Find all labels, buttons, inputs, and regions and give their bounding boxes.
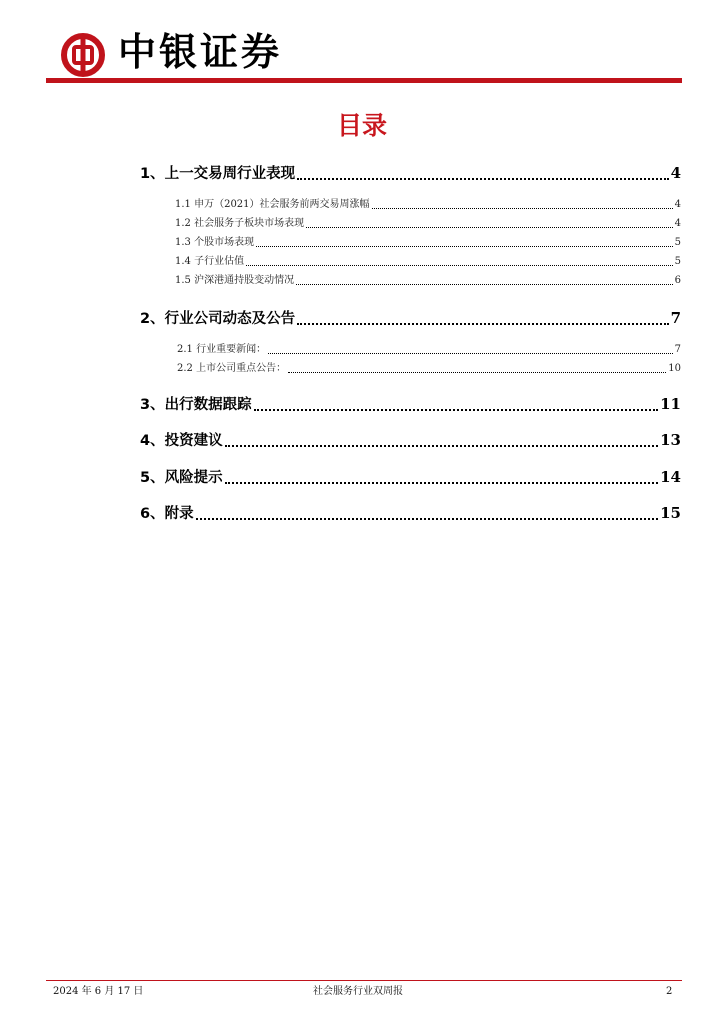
toc-entry-page: 5 xyxy=(674,256,681,267)
toc-entry-label: 1、上一交易周行业表现 xyxy=(140,166,296,182)
toc-title: 目录 xyxy=(336,111,387,140)
toc-leader-dots xyxy=(296,276,673,286)
toc-entry-label: 1.3 个股市场表现 xyxy=(175,237,255,248)
brand-name: 中银证券 xyxy=(118,30,283,74)
toc-entry-label: 1.1 申万（2021）社会服务前两交易周涨幅 xyxy=(175,199,370,210)
toc-entry-page: 14 xyxy=(660,468,681,486)
toc-entry-section-5[interactable] xyxy=(140,467,681,488)
toc-leader-dots xyxy=(297,166,668,180)
toc-entry-section-1[interactable] xyxy=(140,163,681,184)
toc-leader-dots xyxy=(254,397,659,411)
toc-entry-label: 2.1 行业重要新闻： xyxy=(177,344,267,355)
toc-leader-dots xyxy=(225,433,659,447)
toc-entry-section-6[interactable] xyxy=(140,503,681,524)
toc-entry-page: 13 xyxy=(660,431,681,449)
toc-leader-dots xyxy=(256,238,673,248)
toc-entry-label: 6、附录 xyxy=(140,506,194,522)
toc-leader-dots xyxy=(196,506,659,520)
toc-entry-label: 2、行业公司动态及公告 xyxy=(140,311,296,327)
toc-leader-dots xyxy=(246,257,673,267)
footer-report-name: 社会服务行业双周报 xyxy=(313,986,403,997)
toc-entry-section-3[interactable] xyxy=(140,394,681,415)
toc-entry-1-1[interactable] xyxy=(175,198,681,212)
toc-entry-page: 11 xyxy=(660,395,681,413)
toc-entry-section-4[interactable] xyxy=(140,430,681,451)
toc-entry-page: 5 xyxy=(674,237,681,248)
toc-entry-page: 7 xyxy=(674,344,681,355)
toc-entry-label: 2.2 上市公司重点公告： xyxy=(177,363,287,374)
toc-entry-label: 1.2 社会服务子板块市场表现 xyxy=(175,218,305,229)
toc-entry-page: 10 xyxy=(668,363,681,374)
footer-divider xyxy=(46,980,682,981)
header-divider xyxy=(46,78,682,83)
toc-leader-dots xyxy=(306,219,673,229)
toc-entry-label: 1.4 子行业估值 xyxy=(175,256,245,267)
toc-entry-label: 4、投资建议 xyxy=(140,433,223,449)
toc-entry-2-1[interactable] xyxy=(177,343,681,357)
bank-of-china-logo-icon xyxy=(60,32,106,78)
toc-entry-page: 6 xyxy=(674,275,681,286)
page-header xyxy=(0,0,724,90)
toc-entry-label: 3、出行数据跟踪 xyxy=(140,397,252,413)
toc-entry-1-3[interactable] xyxy=(175,236,681,250)
toc-entry-page: 4 xyxy=(674,199,681,210)
toc-entry-page: 4 xyxy=(670,164,681,182)
toc-leader-dots xyxy=(372,200,673,210)
toc-leader-dots xyxy=(268,345,673,355)
toc-entry-2-2[interactable] xyxy=(177,362,681,376)
toc-entry-1-4[interactable] xyxy=(175,255,681,269)
toc-leader-dots xyxy=(288,364,666,374)
toc-entry-page: 4 xyxy=(674,218,681,229)
footer-date: 2024 年 6 月 17 日 xyxy=(53,986,144,997)
toc-entry-label: 1.5 沪深港通持股变动情况 xyxy=(175,275,295,286)
toc-leader-dots xyxy=(225,470,659,484)
toc-entry-1-5[interactable] xyxy=(175,274,681,288)
footer-page-number: 2 xyxy=(666,986,673,997)
toc-entry-page: 7 xyxy=(670,309,681,327)
toc-entry-label: 5、风险提示 xyxy=(140,470,223,486)
toc-leader-dots xyxy=(297,311,668,325)
toc-entry-1-2[interactable] xyxy=(175,217,681,231)
toc-entry-page: 15 xyxy=(660,504,681,522)
toc-entry-section-2[interactable] xyxy=(140,308,681,329)
